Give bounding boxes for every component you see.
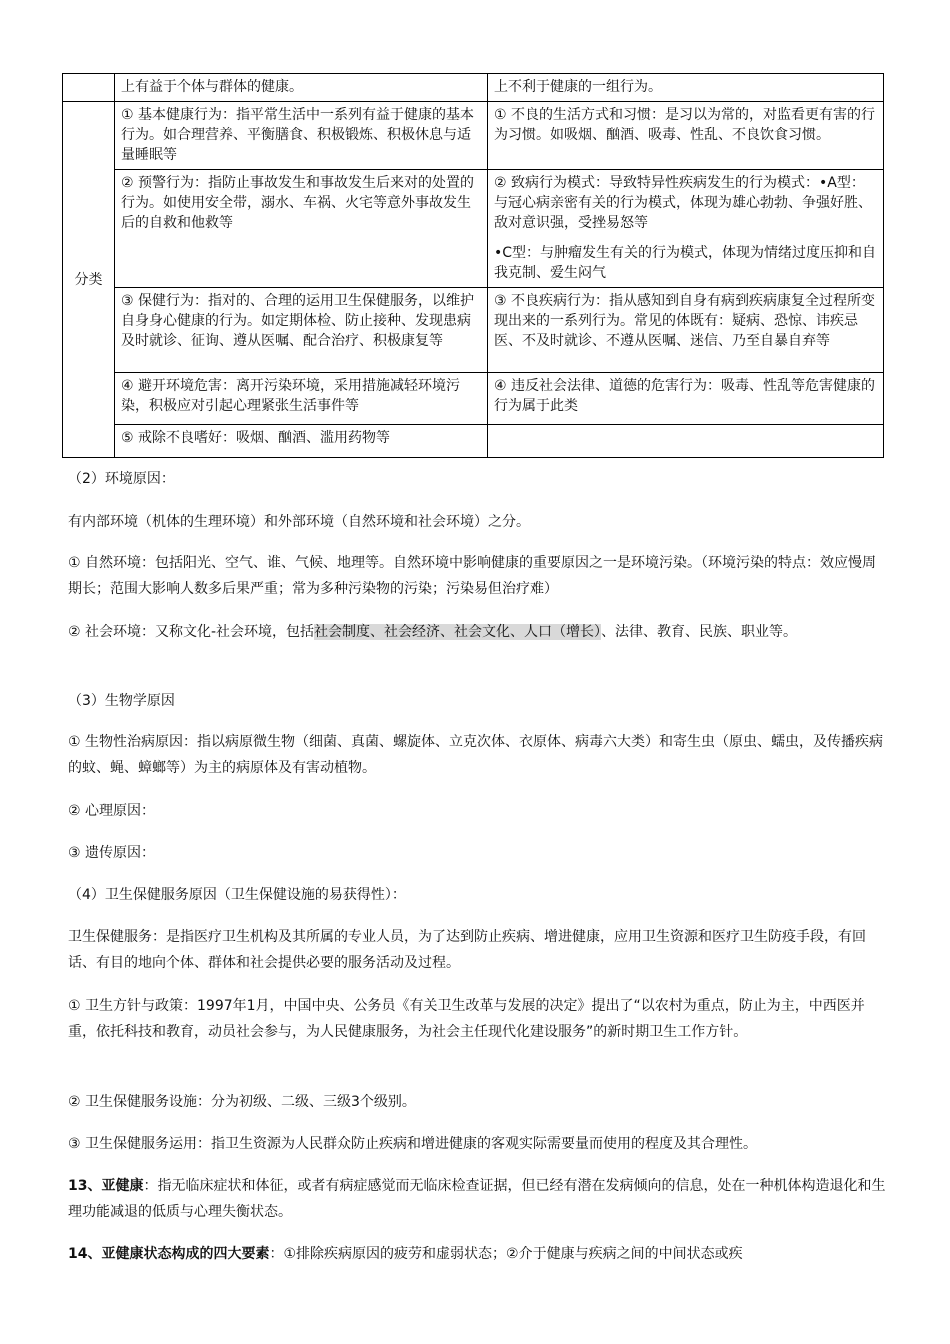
text-run: ：①排除疾病原因的疲劳和虚弱状态；②介于健康与疾病之间的中间状态或疾 bbox=[269, 1246, 743, 1262]
paragraph bbox=[68, 619, 888, 645]
table-cell: ③ 不良疾病行为：指从感知到自身有病到疾病康复全过程所变现出来的一系列行为。常见的体既有：疑病、恐惊、讳疾忌医、不及时就诊、不遵从医嘱、迷信、乃至自暴自弃等 bbox=[488, 288, 884, 373]
paragraph: 有内部环境（机体的生理环境）和外部环境（自然环境和社会环境）之分。 bbox=[68, 514, 530, 530]
highlighted-text: 社会制度、社会经济、社会文化、人口（增长） bbox=[314, 624, 602, 640]
table-row bbox=[63, 288, 884, 373]
term-heading: 14、亚健康状态构成的四大要素 bbox=[68, 1246, 270, 1262]
paragraph: ① 生物性治病原因：指以病原微生物（细菌、真菌、螺旋体、立克次体、衣原体、病毒六大类）和寄生虫（原虫、蠕虫，及传播疾病的蚊、蝇、蟑螂等）为主的病原体及有害动植物。 bbox=[68, 734, 883, 776]
text-run: 、法律、教育、民族、职业等。 bbox=[601, 624, 798, 640]
section-heading: （2）环境原因： bbox=[68, 471, 175, 487]
table-row bbox=[63, 373, 884, 425]
paragraph: 卫生保健服务：是指医疗卫生机构及其所属的专业人员，为了达到防止疾病、增进健康，应用卫生资源和医疗卫生防疫手段，有回话、有目的地向个体、群体和社会提供必要的服务活动及过程。 bbox=[68, 929, 866, 971]
paragraph: ① 自然环境：包括阳光、空气、谁、气候、地理等。自然环境中影响健康的重要原因之一是环境污染。（环境污染的特点：效应慢周期长；范围大影响人数多后果严重；常为多种污染物的污染；污染易但治疗难） bbox=[68, 555, 876, 597]
term-heading: 13、亚健康 bbox=[68, 1178, 144, 1194]
text-run: ② 社会环境：又称文化-社会环境，包括 bbox=[68, 624, 315, 640]
table-cell-empty bbox=[63, 74, 115, 102]
table-cell: ① 基本健康行为：指平常生活中一系列有益于健康的基本行为。如合理营养、平衡膳食、积极锻炼、积极休息与适量睡眠等 bbox=[115, 102, 488, 170]
paragraph bbox=[68, 1173, 888, 1225]
paragraph bbox=[68, 1241, 888, 1267]
cell-text: •C型：与肿瘤发生有关的行为模式，体现为情绪过度压抑和自我克制、爱生闷气 bbox=[494, 245, 877, 281]
table-cell bbox=[488, 170, 884, 288]
table-cell: 上有益于个体与群体的健康。 bbox=[115, 74, 488, 102]
text-run: ：指无临床症状和体征，或者有病症感觉而无临床检查证据，但已经有潜在发病倾向的信息，处在一种机体构造退化和生理功能减退的低质与心理失衡状态。 bbox=[68, 1178, 886, 1220]
paragraph: ② 心理原因： bbox=[68, 803, 156, 819]
table-cell: ① 不良的生活方式和习惯：是习以为常的，对监看更有害的行为习惯。如吸烟、酗酒、吸毒、性乱、不良饮食习惯。 bbox=[488, 102, 884, 170]
section-heading: （4）卫生保健服务原因（卫生保健设施的易获得性）： bbox=[68, 887, 406, 903]
table-cell: ③ 保健行为：指对的、合理的运用卫生保健服务，以维护自身身心健康的行为。如定期体检、防止接种、发现患病及时就诊、征询、遵从医嘱、配合治疗、积极康复等 bbox=[115, 288, 488, 373]
health-behavior-table bbox=[62, 73, 884, 458]
table-row bbox=[63, 74, 884, 102]
table-cell: ④ 违反社会法律、道德的危害行为：吸毒、性乱等危害健康的行为属于此类 bbox=[488, 373, 884, 425]
table-cell: ⑤ 戒除不良嗜好：吸烟、酗酒、滥用药物等 bbox=[115, 425, 488, 458]
table-cell: ② 预警行为：指防止事故发生和事故发生后来对的处置的行为。如使用安全带，溺水、车祸、火宅等意外事故发生后的自救和他救等 bbox=[115, 170, 488, 288]
section-heading: （3）生物学原因 bbox=[68, 693, 175, 709]
table-row bbox=[63, 102, 884, 170]
paragraph: ② 卫生保健服务设施：分为初级、二级、三级3个级别。 bbox=[68, 1094, 416, 1110]
table-row bbox=[63, 425, 884, 458]
paragraph: ③ 卫生保健服务运用：指卫生资源为人民群众防止疾病和增进健康的客观实际需要量而使用的程度及其合理性。 bbox=[68, 1136, 757, 1152]
table-cell: ④ 避开环境危害：离开污染环境，采用措施减轻环境污染，积极应对引起心理紧张生活事件等 bbox=[115, 373, 488, 425]
paragraph: ① 卫生方针与政策：1997年1月，中国中央、公务员《有关卫生改革与发展的决定》提出了“以农村为重点，防止为主，中西医并重，依托科技和教育，动员社会参与，为人民健康服务，为社会主任现代化建设服务”的新时期卫生工作方针。 bbox=[68, 998, 865, 1040]
cell-text: ② 致病行为模式：导致特异性疾病发生的行为模式：•A型：与冠心病亲密有关的行为模式，体现为雄心勃勃、争强好胜、敌对意识强，受挫易怒等 bbox=[494, 175, 872, 231]
category-label: 分类 bbox=[63, 102, 115, 458]
table-cell bbox=[488, 425, 884, 458]
paragraph: ③ 遗传原因： bbox=[68, 845, 156, 861]
table-cell: 上不利于健康的一组行为。 bbox=[488, 74, 884, 102]
table-row bbox=[63, 170, 884, 288]
